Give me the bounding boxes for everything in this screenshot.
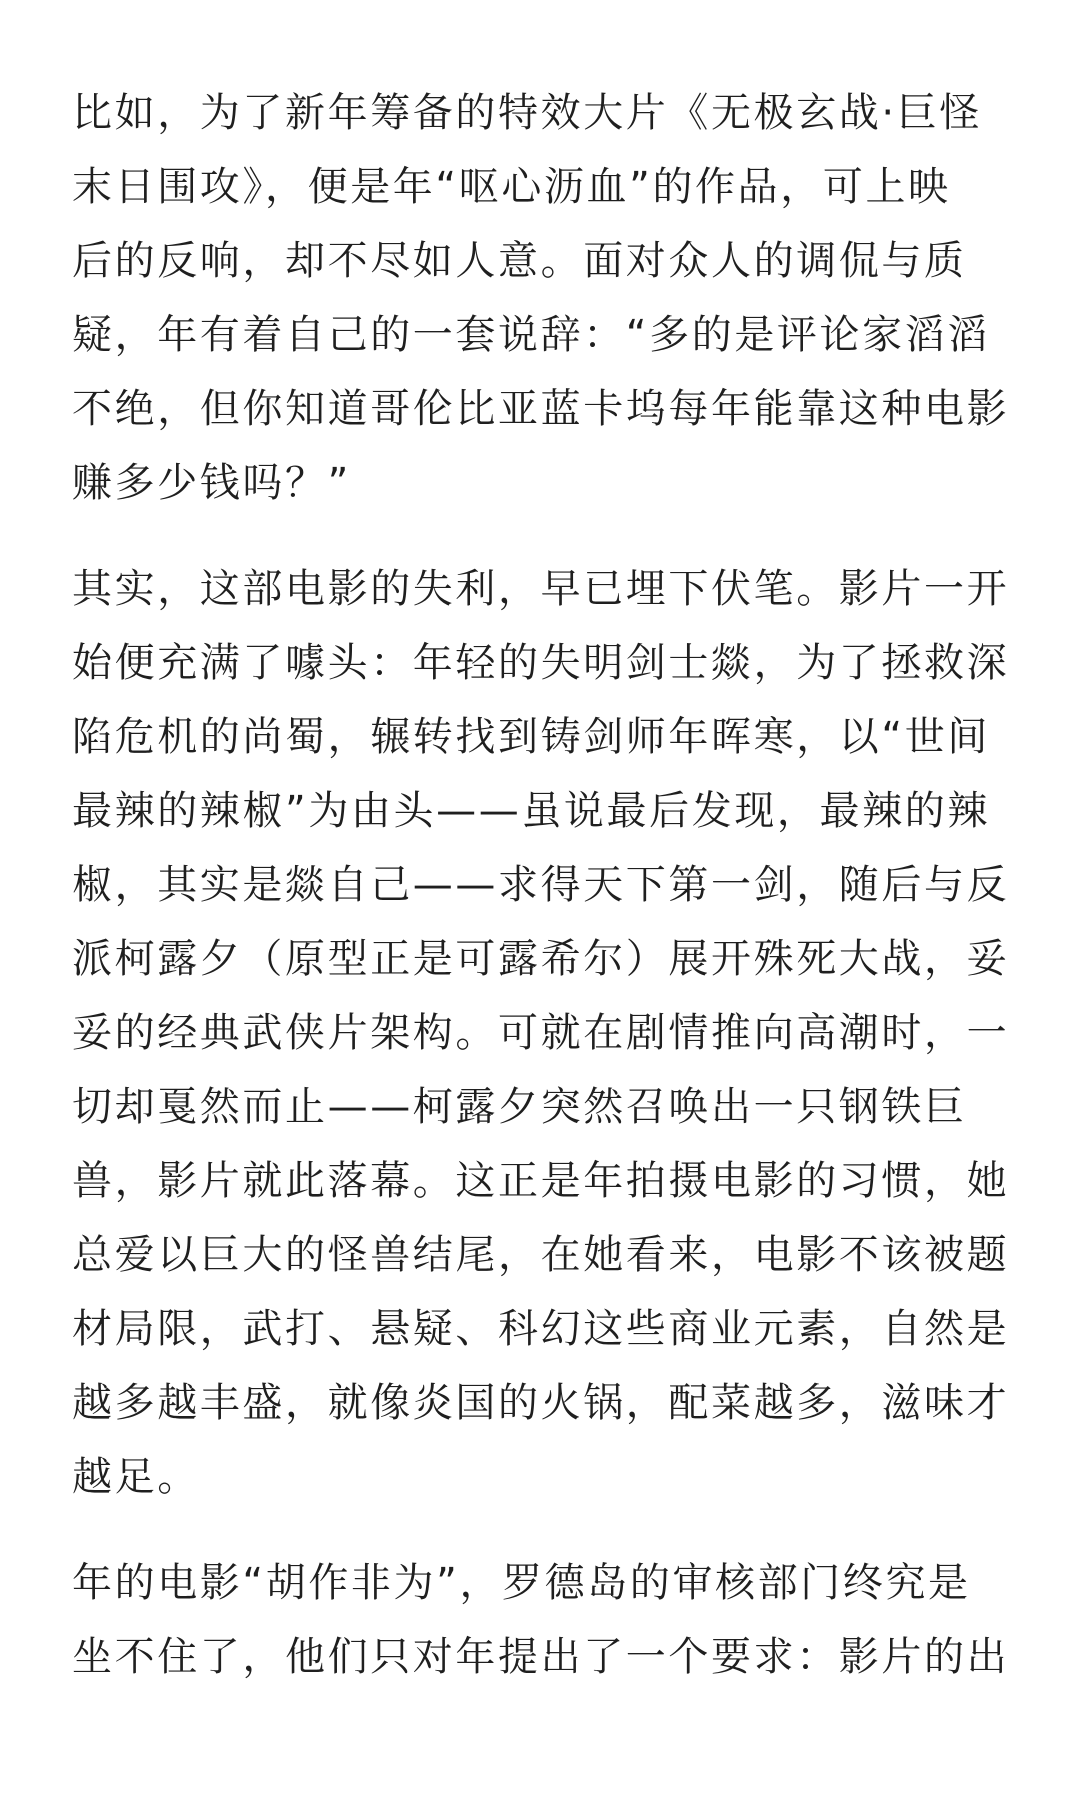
paragraph-3 — [72, 1546, 1016, 1694]
text-line: 派柯露夕（原型正是可露希尔）展开殊死大战，妥 — [72, 936, 1010, 982]
text-line: 材局限，武打、悬疑、科幻这些商业元素，自然是 — [72, 1306, 1010, 1352]
text-line: 赚多少钱吗？” — [72, 460, 351, 506]
text-line: 越足。 — [72, 1454, 200, 1500]
text-line: 切却戛然而止——柯露夕突然召唤出一只钢铁巨 — [72, 1084, 967, 1130]
text-line: 坐不住了，他们只对年提出了一个要求：影片的出 — [72, 1634, 1010, 1680]
text-line: 其实，这部电影的失利，早已埋下伏笔。影片一开 — [72, 566, 1010, 612]
text-line: 末日围攻》，便是年“呕心沥血”的作品，可上映 — [72, 164, 951, 210]
text-line: 年的电影“胡作非为”，罗德岛的审核部门终究是 — [72, 1560, 971, 1606]
text-line: 疑，年有着自己的一套说辞：“多的是评论家滔滔 — [72, 312, 990, 358]
text-line: 椒，其实是燚自己——求得天下第一剑，随后与反 — [72, 862, 1010, 908]
text-line: 最辣的辣椒”为由头——虽说最后发现，最辣的辣 — [72, 788, 990, 834]
text-line: 比如，为了新年筹备的特效大片《无极玄战·巨怪 — [72, 90, 982, 136]
text-line: 始便充满了噱头：年轻的失明剑士燚，为了拯救深 — [72, 640, 1010, 686]
text-line: 后的反响，却不尽如人意。面对众人的调侃与质 — [72, 238, 967, 284]
text-line: 妥的经典武侠片架构。可就在剧情推向高潮时，一 — [72, 1010, 1010, 1056]
text-line: 不绝，但你知道哥伦比亚蓝卡坞每年能靠这种电影 — [72, 386, 1010, 432]
paragraph-2 — [72, 552, 1016, 1514]
text-line: 总爱以巨大的怪兽结尾，在她看来，电影不该被题 — [72, 1232, 1010, 1278]
text-line: 兽，影片就此落幕。这正是年拍摄电影的习惯，她 — [72, 1158, 1010, 1204]
text-line: 陷危机的尚蜀，辗转找到铸剑师年晖寒，以“世间 — [72, 714, 990, 760]
text-line: 越多越丰盛，就像炎国的火锅，配菜越多，滋味才 — [72, 1380, 1010, 1426]
paragraph-1 — [72, 76, 1016, 520]
